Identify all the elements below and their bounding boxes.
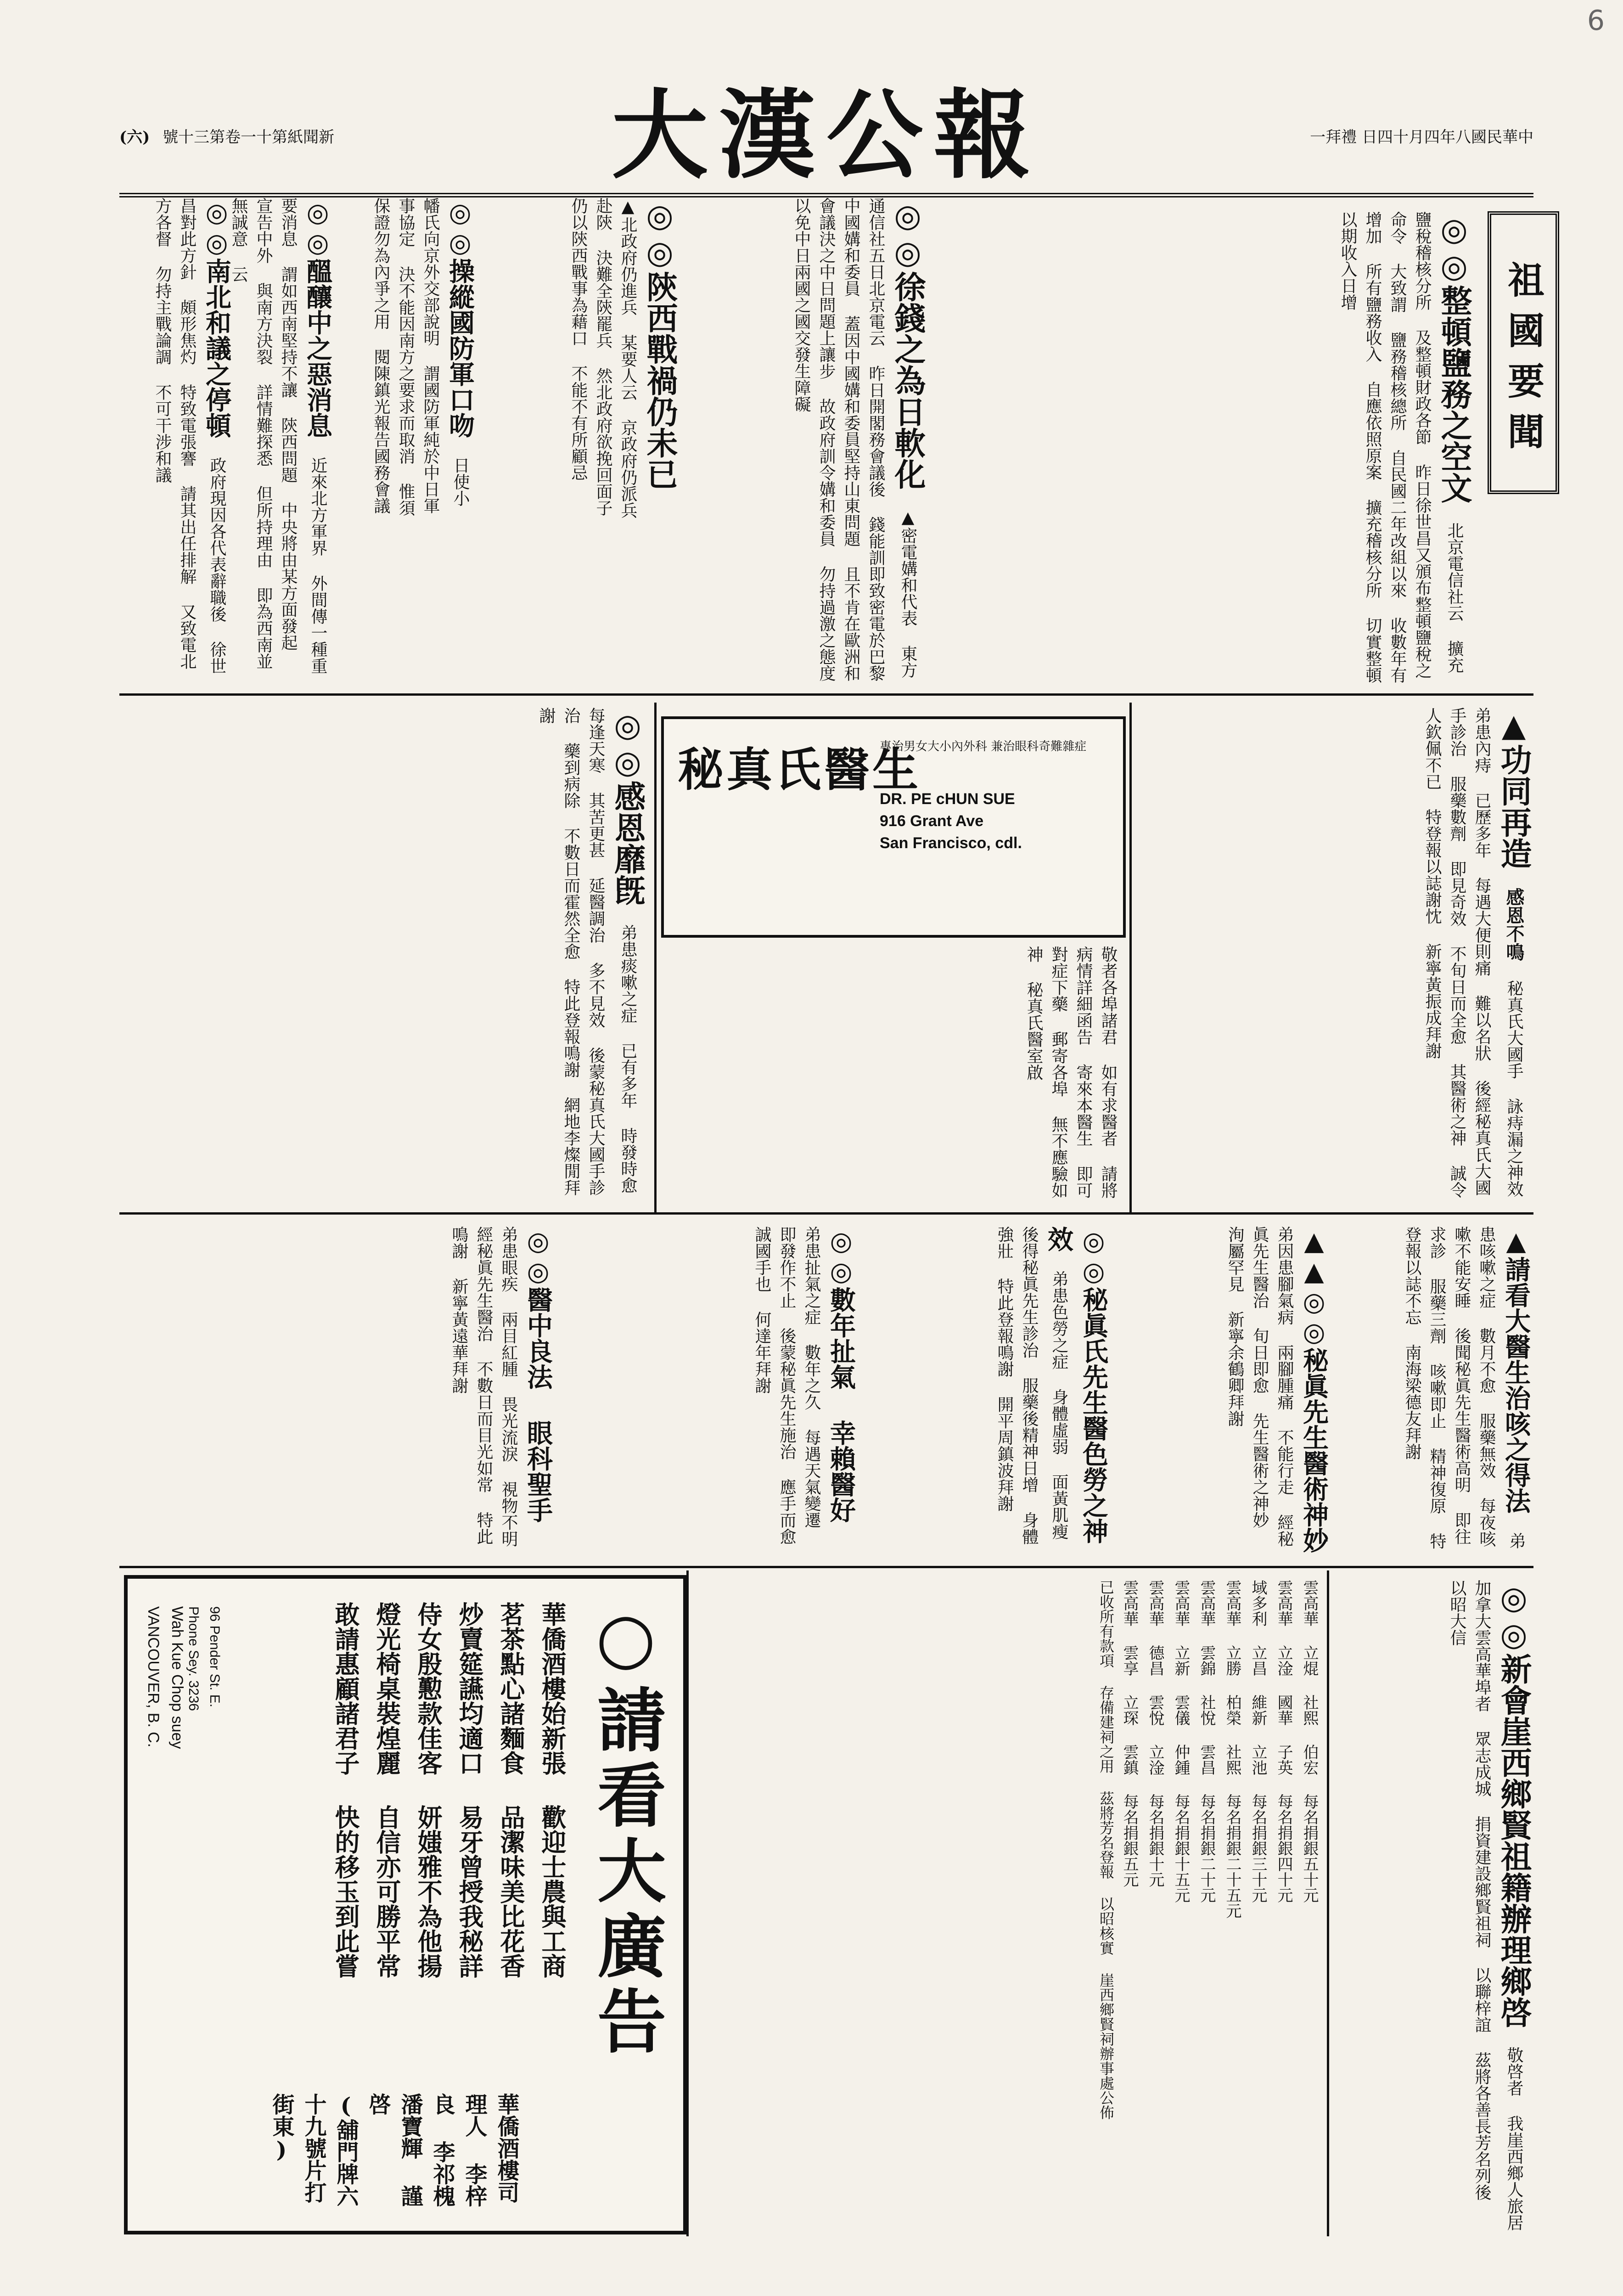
masthead-left: [119, 124, 591, 147]
story-headline: ◎◎醞釀中之惡消息: [303, 197, 333, 438]
issue-label: 號十三第卷一十第紙聞新: [163, 128, 335, 146]
column-rule: [1129, 703, 1132, 1212]
ad-city: VANCOUVER, B. C.: [145, 1606, 162, 1748]
section-divider: [119, 693, 1533, 696]
ad-title: ○請看大廣告: [585, 1597, 666, 2061]
medicine-lead-headline: ▲功同再造: [1495, 707, 1532, 869]
ad-phone: Phone Sey. 3236: [186, 1606, 201, 1711]
newspaper-title: 大漢公報: [611, 79, 1041, 192]
medicine-lead-body: 秘真氏大國手 詠痔漏之神效 弟患內痔 已歷多年 每遇大便則痛 難以名狀 後經秘真氏大國手診治 服藥數劑 即見奇效 不旬日而全愈 其醫術之神 誠令人欽佩不已 特登報以誌謝忱 新寧黃振成拜謝: [1423, 707, 1523, 1198]
remedy-body: 弟患咳嗽之症 數月不愈 服藥無效 每夜咳嗽不能安睡 後聞秘眞先生醫術高明 即往求診 服藥三劑 咳嗽即止 精神復原 特登報以誌不忘 南海梁德友拜謝: [1403, 1226, 1526, 1549]
donor-entry: 域多利 立昌 維新 立池 每名捐銀三十元: [1249, 1580, 1267, 1903]
story-body: 日使小幡氏向京外交部說明 謂國防軍純於中日軍事協定 決不能因南方之要求而取消 惟須保證勿為內爭之用 閱陳鎮光報告國務會議: [371, 197, 470, 516]
ad-english-name: Wah Kue Chop suey: [168, 1606, 186, 1749]
story-body: ▲北政府仍進兵 某要人云 京政府仍派兵赴陝 決難全陝罷兵 然北政府欲挽回面子 仍以陝西戰事為藉口 不能不有所顧忌: [569, 197, 637, 518]
donor-entry: 雲高華 德昌 雲悅 立淦 每名捐銀十元: [1146, 1580, 1164, 1887]
thanks-headline: ◎◎感恩靡旣: [609, 707, 646, 906]
remedy-headline: ▲▲◎◎秘眞先生醫術神妙: [1299, 1226, 1329, 1553]
ad-verse-line: 燈光椅桌裝煌麗 自信亦可勝平常: [372, 1602, 402, 1978]
donor-entry: 雲高華 立淦 國華 子英 每名捐銀四十元: [1275, 1580, 1293, 1903]
clinic-address-line: San Francisco, cdl.: [880, 834, 1022, 852]
story-body: ▲密電媾和代表 東方通信社五日北京電云 昨日開閣務會議後 錢能訓即致密電於巴黎中國媾和委員 蓋因中國媾和委員堅持山東問題 且不肯在歐洲和會議決之中日問題上讓步 故政府訓令媾和委員 勿持過激之態度 以免中日兩國之國交發生障礙: [792, 197, 917, 681]
remedy-body: 弟患色勞之症 身體虛弱 面黃肌瘦 後得秘眞先生診治 服藥後精神日增 身體強壯 特此登報鳴謝 開平周鎮波拜謝: [995, 1226, 1068, 1545]
remedy-column-c: [868, 1226, 1111, 1557]
column-rule: [654, 703, 657, 1212]
ad-signature-text: 華僑酒樓司理人 李梓良 李祁槐 潘寶輝 謹啓: [365, 2093, 519, 2207]
association-footer: 已收所有款項 存備建祠之用 茲將芳名登報 以昭核實 崖西鄉賢祠辦事處公佈: [1097, 1580, 1115, 2120]
ad-verse-line: 侍女殷懃款佳客 妍媸雅不為他揚: [414, 1602, 443, 1978]
remedy-headline: ◎◎醫中良法 眼科聖手: [523, 1226, 553, 1523]
news-column-6: [124, 197, 234, 684]
clinic-address-line: DR. PE cHUN SUE: [880, 790, 1015, 808]
masthead: [119, 78, 1533, 197]
page-number: (六): [119, 128, 150, 146]
ad-verse-line: 敢請惠顧諸君子 快的移玉到此嘗: [331, 1602, 360, 1978]
story-body: 政府現因各代表辭職後 徐世昌對此方針 頗形焦灼 特致電張謇 請其出任排解 又致電北方各督 勿持主戰論調 不可干涉和議: [153, 197, 226, 674]
donor-entry: 雲高華 雲享 立琛 雲鎮 每名捐銀五元: [1120, 1580, 1139, 1887]
story-headline: ◎◎陝西戰禍仍未已: [641, 197, 678, 490]
news-column-2: [689, 197, 927, 684]
story-headline: ◎◎操縱國防軍口吻: [445, 197, 475, 438]
restaurant-advertisement: [124, 1575, 687, 2234]
medicine-lead-subhead: 感恩不鳴: [1503, 888, 1525, 961]
issue-date: 一拜禮 日四十月四年八國民華中: [1310, 128, 1533, 146]
association-intro-column: [1331, 1580, 1533, 2232]
ad-address-cn: (舖門牌六十九號片打街東): [269, 2093, 359, 2207]
remedy-column-d: [565, 1226, 859, 1557]
news-column-1: [946, 211, 1474, 684]
remedy-column-b: [1120, 1226, 1331, 1557]
donor-list: [698, 1580, 1322, 2232]
ad-signature: [265, 2093, 522, 2217]
ad-english-address: 96 Pender St. E.: [207, 1606, 222, 1708]
remedy-body: 弟患扯氣之症 數年之久 每遇天氣變遷 即發作不止 後蒙秘眞先生施治 應手而愈 誠國手也 何達年拜謝: [753, 1226, 821, 1545]
association-body: 敬啓者 我崖西鄉人旅居加拿大雲高華埠者 眾志成城 捐資建設鄉賢祖祠 以聯梓誼 茲將各善長芳名列後 以昭大信: [1448, 1580, 1523, 2231]
association-headline: ◎◎新會崖西鄉賢祖籍辦理鄉啓: [1495, 1580, 1532, 2028]
donor-entry: 雲高華 雲錦 社悅 雲昌 每名捐銀二十元: [1197, 1580, 1216, 1903]
remedy-column-e: [124, 1226, 556, 1557]
news-section-label: 祖國要聞: [1488, 211, 1559, 494]
remedy-body: 弟患眼疾 兩目紅腫 畏光流淚 視物不明 經秘眞先生醫治 不數日而目光如常 特此鳴謝 新寧黃遠華拜謝: [449, 1226, 518, 1547]
donor-entry: 雲高華 立焜 社熙 伯宏 每名捐銀五十元: [1300, 1580, 1319, 1903]
story-headline: ◎◎整頓鹽務之空文: [1436, 211, 1472, 503]
ad-english-block: [141, 1606, 189, 2212]
remedy-headline: ▲請看大醫生治咳之得法: [1501, 1226, 1531, 1514]
page-corner-mark: 6: [1587, 5, 1605, 37]
story-headline: ◎◎南北和議之停頓: [202, 197, 232, 438]
remedy-headline: ◎◎秘眞氏先生醫色勞之神效: [1044, 1226, 1109, 1544]
ad-verse-line: 炒賣筵讌均適口 易牙曾授我秘詳: [455, 1602, 484, 1978]
clinic-notice-column: [661, 946, 1120, 1203]
story-body: 近來北方軍界 外間傳一種重要消息 謂如西南堅持不讓 陝西問題 中央將由某方面發起 宣告中外 與南方決裂 詳情難探悉 但所持理由 即為西南並無誠意 云: [229, 197, 327, 674]
clinic-address: [880, 788, 1022, 854]
news-column-4: [340, 197, 477, 519]
section-divider: [119, 1566, 1533, 1568]
ad-contact-block: [183, 1606, 225, 2212]
column-rule: [686, 1570, 689, 2236]
clinic-name: 秘真氏醫生: [678, 743, 921, 797]
news-column-5: [229, 197, 335, 684]
thanks-body: 弟患痰嗽之症 已有多年 時發時愈 每逢天寒 其苦更甚 延醫調治 多不見效 後蒙秘真氏大國手診治 藥到病除 不數日而霍然全愈 特此登報鳴謝 網地李燦閒拜謝: [537, 707, 637, 1196]
section-divider: [119, 1212, 1533, 1215]
remedy-column-a: [1341, 1226, 1533, 1557]
column-rule: [1327, 1570, 1329, 2236]
remedy-headline: ◎◎數年扯氣 幸賴醫好: [826, 1226, 856, 1523]
thanks-column: [124, 707, 647, 1203]
medicine-lead-column: [1139, 707, 1533, 1203]
ad-verse-line: 華僑酒樓始新張 歡迎士農與工商: [538, 1602, 567, 1978]
clinic-address-line: 916 Grant Ave: [880, 812, 984, 830]
clinic-notice: 敬者各埠諸君 如有求醫者 請將病情詳細函告 寄來本醫生 即可對症下藥 郵寄各埠 無不應驗如神 秘真氏醫室啟: [1024, 946, 1118, 1199]
clinic-advertisement: [661, 716, 1126, 938]
donor-entry: 雲高華 立勝 柏榮 社熙 每名捐銀二十五元: [1223, 1580, 1241, 1919]
story-headline: ◎◎徐錢之為日軟化: [889, 197, 926, 490]
donor-entry: 雲高華 立新 雲儀 仲鍾 每名捐銀十五元: [1172, 1580, 1190, 1903]
remedy-body: 弟因患腳氣病 兩腳腫痛 不能行走 經秘眞先生醫治 旬日即愈 先生醫術之神妙 洵屬罕見 新寧余鶴卿拜謝: [1225, 1226, 1294, 1547]
news-column-3: [487, 197, 680, 519]
clinic-tagline: 專治男女大小內外科 兼治眼科奇難雜症: [880, 740, 1087, 754]
ad-verse: [325, 1602, 573, 2088]
ad-verse-line: 茗茶點心諸麵食 品潔味美比花香: [496, 1602, 526, 1978]
story-body: 北京電信社云 擴充鹽稅稽核分所 及整頓財政各節 昨日徐世昌又頒布整頓鹽稅之命令 大致謂 鹽務稽核總所 自民國二年改組以來 收數年有增加 所有鹽務收入 自應依照原案 擴充稽核分所 切實整頓 以期收入日增: [1338, 211, 1464, 683]
